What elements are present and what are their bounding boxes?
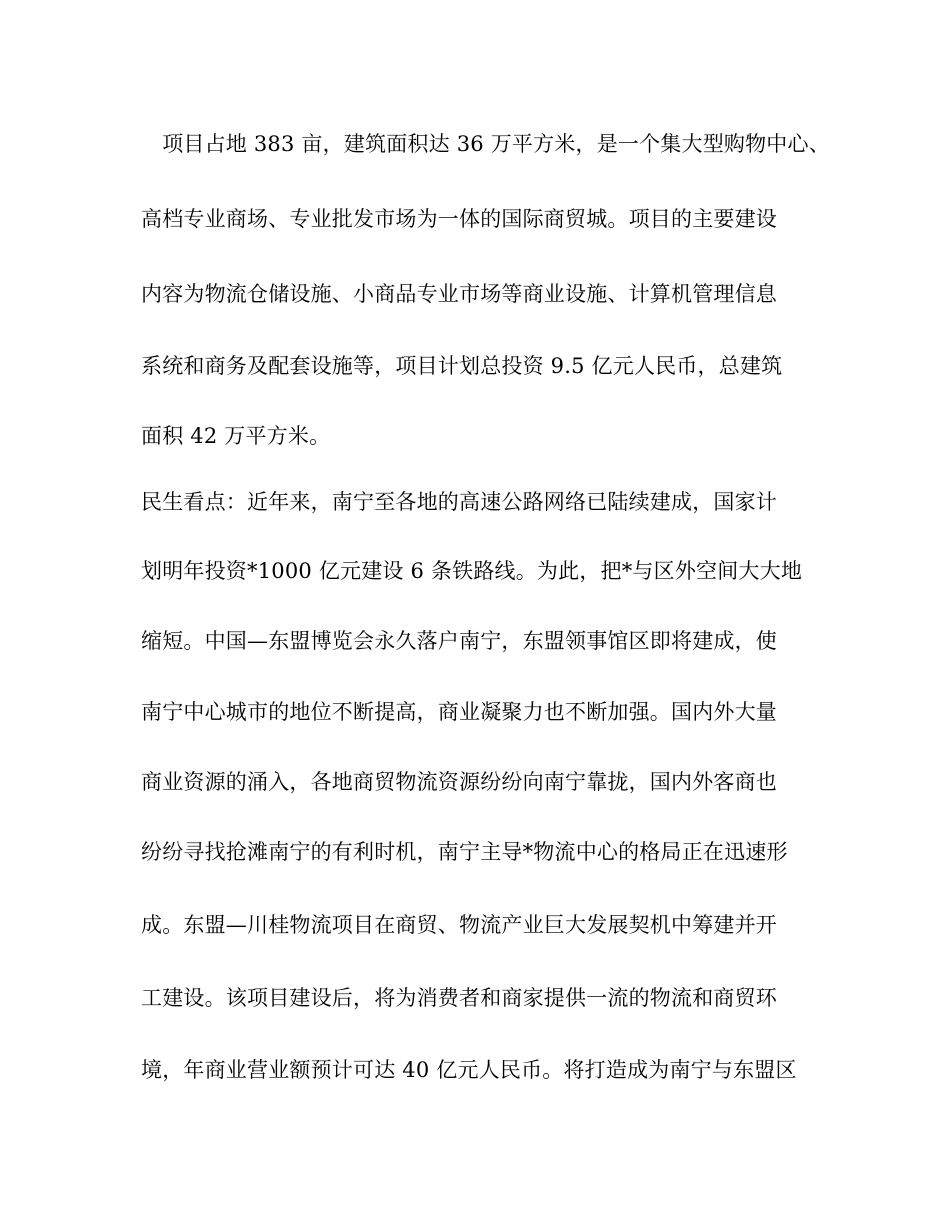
text-line: 内容为物流仓储设施、小商品专业市场等商业设施、计算机管理信息 (141, 282, 777, 306)
text-line: 缩短。中国—东盟博览会永久落户南宁，东盟领事馆区即将建成，使 (141, 629, 777, 653)
text-line: 成。东盟—川桂物流项目在商贸、物流产业巨大发展契机中筹建并开 (141, 913, 777, 937)
text-line: 面积 42 万平方米。 (141, 424, 331, 448)
text-line: 境，年商业营业额预计可达 40 亿元人民币。将打造成为南宁与东盟区 (141, 1058, 797, 1082)
text-line: 民生看点：近年来，南宁至各地的高速公路网络已陆续建成，国家计 (141, 490, 777, 514)
text-line: 南宁中心城市的地位不断提高，商业凝聚力也不断加强。国内外大量 (141, 700, 777, 724)
text-line: 高档专业商场、专业批发市场为一体的国际商贸城。项目的主要建设 (141, 207, 777, 231)
text-line: 商业资源的涌入，各地商贸物流资源纷纷向南宁靠拢，国内外客商也 (141, 770, 777, 794)
text-line: 工建设。该项目建设后，将为消费者和商家提供一流的物流和商贸环 (141, 986, 777, 1010)
text-line: 划明年投资*1000 亿元建设 6 条铁路线。为此，把*与区外空间大大地 (141, 559, 803, 583)
text-line: 纷纷寻找抢滩南宁的有利时机，南宁主导*物流中心的格局正在迅速形 (141, 840, 788, 864)
text-line: 项目占地 383 亩，建筑面积达 36 万平方米，是一个集大型购物中心、 (141, 132, 830, 156)
text-line: 系统和商务及配套设施等，项目计划总投资 9.5 亿元人民币，总建筑 (141, 354, 783, 378)
